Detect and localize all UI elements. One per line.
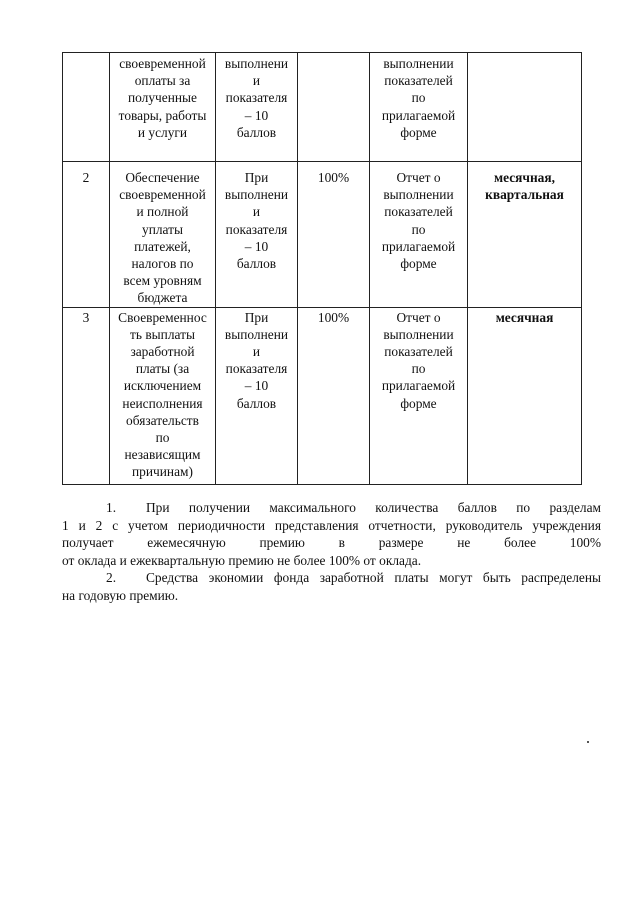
note-line	[98, 499, 601, 517]
row-number-cell	[63, 53, 110, 162]
criterion-cell: Обеспечение своевременной и полной уплаты платежей, налогов по всем уровням бюджета	[110, 162, 216, 308]
report-form-cell: Отчет о выполнении показателей по прилагаемой форме	[370, 307, 468, 484]
scan-speck	[587, 741, 589, 743]
periodicity-cell	[468, 53, 582, 162]
table-row	[63, 53, 582, 162]
note-line: 1 и 2 с учетом периодичности представления отчетности, руководитель учреждения	[62, 517, 601, 533]
report-form-cell: Отчет о выполнении показателей по прилагаемой форме	[370, 162, 468, 308]
periodicity-cell: месячная	[468, 307, 582, 484]
note-text: Средства экономии фонда заработной платы могут быть распределены	[146, 570, 601, 586]
criterion-cell: Своевременнос ть выплаты заработной платы (за исключением неисполнения обязательств по независящим причинам)	[110, 307, 216, 484]
note-line: получает ежемесячную премию в размере не более 100%	[62, 535, 601, 551]
report-form-cell: выполнении показателей по прилагаемой форме	[370, 53, 468, 162]
percent-cell: 100%	[298, 162, 370, 308]
note-number: 2.	[106, 570, 117, 586]
points-cell: При выполнени и показателя – 10 баллов	[216, 162, 298, 308]
criterion-cell: своевременной оплаты за полученные товары, работы и услуги	[110, 53, 216, 162]
note-item-1	[62, 499, 601, 569]
criteria-table	[62, 52, 582, 485]
percent-cell: 100%	[298, 307, 370, 484]
note-line: на годовую премию.	[62, 587, 179, 603]
note-number: 1.	[106, 500, 117, 515]
note-text: При получении максимального количества баллов по разделам	[146, 500, 601, 515]
note-line	[98, 569, 601, 587]
table-row	[63, 162, 582, 308]
percent-cell	[298, 53, 370, 162]
row-number-cell: 3	[63, 307, 110, 484]
note-item-2	[62, 569, 601, 604]
notes-section	[62, 499, 601, 605]
table-row	[63, 307, 582, 484]
note-line: от оклада и ежеквартальную премию не более 100% от оклада.	[62, 552, 422, 568]
row-number-cell: 2	[63, 162, 110, 308]
periodicity-cell: месячная, квартальная	[468, 162, 582, 308]
points-cell: При выполнени и показателя – 10 баллов	[216, 307, 298, 484]
points-cell: выполнени и показателя – 10 баллов	[216, 53, 298, 162]
